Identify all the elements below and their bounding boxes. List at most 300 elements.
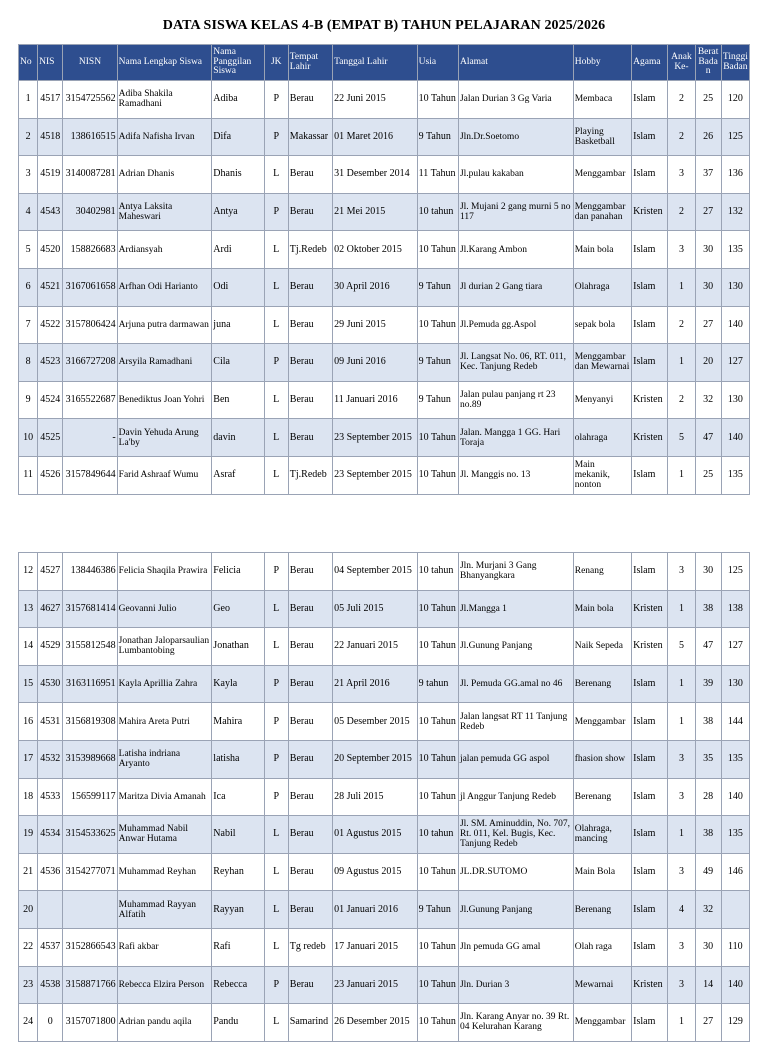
cell-jk: L: [264, 306, 288, 344]
cell-anak-ke: 3: [668, 553, 695, 591]
cell-tanggal-lahir: 28 Juli 2015: [333, 778, 418, 816]
cell-alamat: Jl.pulau kakaban: [458, 156, 573, 194]
cell-nama-lengkap: Adifa Nafisha Irvan: [117, 118, 212, 156]
cell-agama: Islam: [632, 778, 668, 816]
cell-no: 3: [19, 156, 38, 194]
cell-tinggi-badan: 138: [721, 590, 749, 628]
cell-berat-badan: 30: [695, 231, 721, 269]
cell-usia: 10 Tahun: [417, 590, 458, 628]
cell-agama: Islam: [632, 891, 668, 929]
cell-nisn: 3140087281: [63, 156, 117, 194]
cell-tempat-lahir: Berau: [288, 156, 332, 194]
cell-tanggal-lahir: 23 September 2015: [333, 419, 418, 457]
cell-nisn: 3152866543: [63, 928, 117, 966]
cell-hobby: Main mekanik, nonton: [573, 456, 631, 494]
cell-tanggal-lahir: 01 Agustus 2015: [333, 816, 418, 854]
cell-usia: 10 tahun: [417, 553, 458, 591]
cell-nis: 4524: [38, 381, 63, 419]
cell-tempat-lahir: Berau: [288, 306, 332, 344]
cell-tempat-lahir: Berau: [288, 193, 332, 231]
cell-berat-badan: 28: [695, 778, 721, 816]
cell-berat-badan: 26: [695, 118, 721, 156]
cell-hobby: Playing Basketball: [573, 118, 631, 156]
cell-nama-lengkap: Maritza Divia Amanah: [117, 778, 212, 816]
cell-nisn: 158826683: [63, 231, 117, 269]
cell-tanggal-lahir: 21 Mei 2015: [333, 193, 418, 231]
cell-tinggi-badan: 120: [721, 81, 749, 119]
cell-alamat: Jln pemuda GG amal: [458, 928, 573, 966]
cell-anak-ke: 3: [668, 740, 695, 778]
cell-no: 16: [19, 703, 38, 741]
cell-hobby: Olah raga: [573, 928, 631, 966]
cell-agama: Kristen: [632, 966, 668, 1004]
cell-tinggi-badan: [721, 891, 749, 929]
cell-nama-lengkap: Davin Yehuda Arung La'by: [117, 419, 212, 457]
cell-agama: Islam: [632, 344, 668, 382]
header-agama: Agama: [632, 45, 668, 81]
cell-anak-ke: 3: [668, 966, 695, 1004]
cell-alamat: Jln. Karang Anyar no. 39 Rt. 04 Kelurahan Karang: [458, 1004, 573, 1042]
cell-nama-panggilan: Odi: [212, 268, 264, 306]
cell-tempat-lahir: Berau: [288, 966, 332, 1004]
cell-nama-panggilan: Cila: [212, 344, 264, 382]
table-row: [19, 816, 750, 854]
cell-tanggal-lahir: 11 Januari 2016: [333, 381, 418, 419]
cell-agama: Kristen: [632, 193, 668, 231]
cell-berat-badan: 32: [695, 381, 721, 419]
cell-alamat: Jl.Mangga 1: [458, 590, 573, 628]
cell-nama-lengkap: Felicia Shaqila Prawira: [117, 553, 212, 591]
cell-nis: 4627: [38, 590, 63, 628]
header-berat-badan: Berat Badan: [695, 45, 721, 81]
cell-hobby: Menggambar: [573, 1004, 631, 1042]
cell-nis: 4531: [38, 703, 63, 741]
cell-tanggal-lahir: 09 Agustus 2015: [333, 853, 418, 891]
cell-nama-lengkap: Adiba Shakila Ramadhani: [117, 81, 212, 119]
cell-nis: 4533: [38, 778, 63, 816]
cell-no: 12: [19, 553, 38, 591]
cell-berat-badan: 39: [695, 665, 721, 703]
cell-nisn: 138616515: [63, 118, 117, 156]
cell-nisn: 3167061658: [63, 268, 117, 306]
cell-nis: 4522: [38, 306, 63, 344]
cell-tanggal-lahir: 29 Juni 2015: [333, 306, 418, 344]
cell-tinggi-badan: 140: [721, 419, 749, 457]
cell-berat-badan: 38: [695, 703, 721, 741]
cell-tanggal-lahir: 02 Oktober 2015: [333, 231, 418, 269]
cell-jk: P: [264, 665, 288, 703]
header-no: No: [19, 45, 38, 81]
cell-tanggal-lahir: 22 Juni 2015: [333, 81, 418, 119]
cell-no: 23: [19, 966, 38, 1004]
cell-tanggal-lahir: 23 September 2015: [333, 456, 418, 494]
cell-alamat: Jl.Gunung Panjang: [458, 628, 573, 666]
header-nis: NIS: [38, 45, 63, 81]
cell-hobby: Menyanyi: [573, 381, 631, 419]
cell-tinggi-badan: 125: [721, 553, 749, 591]
cell-usia: 10 Tahun: [417, 966, 458, 1004]
cell-hobby: Berenang: [573, 891, 631, 929]
cell-hobby: Olahraga, mancing: [573, 816, 631, 854]
cell-usia: 10 Tahun: [417, 853, 458, 891]
cell-nisn: 3157849644: [63, 456, 117, 494]
cell-no: 1: [19, 81, 38, 119]
cell-nisn: 3154533625: [63, 816, 117, 854]
cell-alamat: Jalan. Mangga 1 GG. Hari Toraja: [458, 419, 573, 457]
table-row: [19, 665, 750, 703]
cell-agama: Islam: [632, 665, 668, 703]
cell-nisn: 3158871766: [63, 966, 117, 1004]
cell-nis: 4527: [38, 553, 63, 591]
cell-nisn: 3153989668: [63, 740, 117, 778]
cell-tempat-lahir: Berau: [288, 665, 332, 703]
cell-tinggi-badan: 135: [721, 816, 749, 854]
cell-usia: 11 Tahun: [417, 156, 458, 194]
student-table-part-1: [18, 44, 750, 495]
cell-nama-lengkap: Arjuna putra darmawan: [117, 306, 212, 344]
cell-nama-lengkap: Benediktus Joan Yohri: [117, 381, 212, 419]
cell-no: 18: [19, 778, 38, 816]
cell-hobby: olahraga: [573, 419, 631, 457]
cell-nama-panggilan: Rafi: [212, 928, 264, 966]
table-header-row: [19, 45, 750, 81]
table-row: [19, 628, 750, 666]
cell-no: 9: [19, 381, 38, 419]
cell-tinggi-badan: 140: [721, 966, 749, 1004]
cell-tempat-lahir: Tj.Redeb: [288, 231, 332, 269]
cell-agama: Islam: [632, 118, 668, 156]
cell-nama-panggilan: Ardi: [212, 231, 264, 269]
cell-nama-panggilan: Rebecca: [212, 966, 264, 1004]
cell-alamat: Jln.Dr.Soetomo: [458, 118, 573, 156]
cell-jk: L: [264, 853, 288, 891]
cell-hobby: Menggambar: [573, 156, 631, 194]
table-row: [19, 1004, 750, 1042]
cell-tempat-lahir: Berau: [288, 553, 332, 591]
cell-alamat: Jl.Gunung Panjang: [458, 891, 573, 929]
cell-nama-panggilan: Reyhan: [212, 853, 264, 891]
cell-agama: Islam: [632, 306, 668, 344]
header-nama-panggilan: Nama Panggilan Siswa: [212, 45, 264, 81]
cell-tanggal-lahir: 01 Januari 2016: [333, 891, 418, 929]
table-row: [19, 193, 750, 231]
cell-tinggi-badan: 127: [721, 344, 749, 382]
cell-hobby: Olahraga: [573, 268, 631, 306]
cell-nama-lengkap: Adrian pandu aqila: [117, 1004, 212, 1042]
cell-anak-ke: 1: [668, 590, 695, 628]
cell-jk: L: [264, 381, 288, 419]
header-tinggi-badan: Tinggi Badan: [721, 45, 749, 81]
cell-nisn: 3157071800: [63, 1004, 117, 1042]
cell-nis: 4537: [38, 928, 63, 966]
cell-tanggal-lahir: 31 Desember 2014: [333, 156, 418, 194]
cell-tempat-lahir: Berau: [288, 853, 332, 891]
cell-agama: Islam: [632, 81, 668, 119]
cell-tanggal-lahir: 05 Desember 2015: [333, 703, 418, 741]
cell-anak-ke: 3: [668, 231, 695, 269]
cell-tanggal-lahir: 30 April 2016: [333, 268, 418, 306]
cell-tempat-lahir: Berau: [288, 344, 332, 382]
cell-nis: 4521: [38, 268, 63, 306]
cell-nama-panggilan: Rayyan: [212, 891, 264, 929]
cell-nama-lengkap: Arfhan Odi Harianto: [117, 268, 212, 306]
cell-nisn: 3157806424: [63, 306, 117, 344]
cell-nama-panggilan: Felicia: [212, 553, 264, 591]
cell-alamat: Jl. Manggis no. 13: [458, 456, 573, 494]
cell-nisn: 3157681414: [63, 590, 117, 628]
cell-nisn: 156599117: [63, 778, 117, 816]
cell-alamat: Jln. Durian 3: [458, 966, 573, 1004]
cell-jk: L: [264, 1004, 288, 1042]
cell-jk: P: [264, 81, 288, 119]
cell-hobby: Berenang: [573, 778, 631, 816]
cell-agama: Kristen: [632, 628, 668, 666]
cell-nis: 4538: [38, 966, 63, 1004]
header-nisn: NISN: [63, 45, 117, 81]
cell-nisn: 3163116951: [63, 665, 117, 703]
cell-tanggal-lahir: 09 Juni 2016: [333, 344, 418, 382]
table-row: [19, 268, 750, 306]
cell-no: 24: [19, 1004, 38, 1042]
cell-jk: P: [264, 118, 288, 156]
cell-anak-ke: 1: [668, 703, 695, 741]
cell-alamat: jl Anggur Tanjung Redeb: [458, 778, 573, 816]
cell-berat-badan: 47: [695, 419, 721, 457]
cell-no: 8: [19, 344, 38, 382]
cell-nama-panggilan: latisha: [212, 740, 264, 778]
cell-agama: Islam: [632, 456, 668, 494]
cell-nisn: 3154725562: [63, 81, 117, 119]
cell-nama-panggilan: Adiba: [212, 81, 264, 119]
table-row: [19, 853, 750, 891]
cell-alamat: Jln. Murjani 3 Gang Bhanyangkara: [458, 553, 573, 591]
cell-alamat: Jl. Langsat No. 06, RT. 011, Kec. Tanjung Redeb: [458, 344, 573, 382]
cell-jk: P: [264, 344, 288, 382]
cell-berat-badan: 25: [695, 456, 721, 494]
cell-no: 2: [19, 118, 38, 156]
table-row: [19, 118, 750, 156]
cell-nama-lengkap: Antya Laksita Maheswari: [117, 193, 212, 231]
cell-agama: Islam: [632, 1004, 668, 1042]
cell-agama: Islam: [632, 816, 668, 854]
cell-nisn: 3165522687: [63, 381, 117, 419]
cell-agama: Kristen: [632, 419, 668, 457]
cell-usia: 10 Tahun: [417, 740, 458, 778]
cell-usia: 9 Tahun: [417, 891, 458, 929]
cell-tinggi-badan: 130: [721, 665, 749, 703]
cell-jk: P: [264, 553, 288, 591]
cell-alamat: Jalan pulau panjang rt 23 no.89: [458, 381, 573, 419]
cell-jk: P: [264, 778, 288, 816]
cell-alamat: Jalan langsat RT 11 Tanjung Redeb: [458, 703, 573, 741]
cell-usia: 10 Tahun: [417, 456, 458, 494]
cell-tempat-lahir: Berau: [288, 381, 332, 419]
cell-usia: 10 Tahun: [417, 1004, 458, 1042]
cell-nisn: 30402981: [63, 193, 117, 231]
cell-tanggal-lahir: 01 Maret 2016: [333, 118, 418, 156]
cell-anak-ke: 1: [668, 1004, 695, 1042]
cell-tanggal-lahir: 20 September 2015: [333, 740, 418, 778]
cell-nama-panggilan: Mahira: [212, 703, 264, 741]
cell-tempat-lahir: Berau: [288, 81, 332, 119]
header-hobby: Hobby: [573, 45, 631, 81]
cell-tempat-lahir: Berau: [288, 628, 332, 666]
cell-no: 4: [19, 193, 38, 231]
cell-berat-badan: 25: [695, 81, 721, 119]
cell-nisn: 138446386: [63, 553, 117, 591]
cell-nama-lengkap: Jonathan Jaloparsaulian Lumbantobing: [117, 628, 212, 666]
cell-berat-badan: 30: [695, 553, 721, 591]
cell-tinggi-badan: 136: [721, 156, 749, 194]
cell-usia: 10 Tahun: [417, 628, 458, 666]
table-row: [19, 306, 750, 344]
cell-nama-lengkap: Adrian Dhanis: [117, 156, 212, 194]
cell-nama-panggilan: Difa: [212, 118, 264, 156]
header-tempat-lahir: Tempat Lahir: [288, 45, 332, 81]
cell-jk: L: [264, 156, 288, 194]
table-row: [19, 590, 750, 628]
cell-agama: Islam: [632, 928, 668, 966]
cell-jk: L: [264, 419, 288, 457]
cell-usia: 9 Tahun: [417, 381, 458, 419]
cell-tanggal-lahir: 26 Desember 2015: [333, 1004, 418, 1042]
cell-no: 19: [19, 816, 38, 854]
header-tanggal-lahir: Tanggal Lahir: [333, 45, 418, 81]
cell-nama-panggilan: Asraf: [212, 456, 264, 494]
cell-nis: 4523: [38, 344, 63, 382]
cell-nama-lengkap: Rebecca Elzira Person: [117, 966, 212, 1004]
cell-anak-ke: 3: [668, 928, 695, 966]
cell-no: 22: [19, 928, 38, 966]
cell-jk: L: [264, 928, 288, 966]
cell-anak-ke: 5: [668, 419, 695, 457]
cell-berat-badan: 27: [695, 193, 721, 231]
header-alamat: Alamat: [458, 45, 573, 81]
cell-tinggi-badan: 140: [721, 778, 749, 816]
cell-jk: L: [264, 891, 288, 929]
cell-hobby: fhasion show: [573, 740, 631, 778]
cell-nisn: [63, 891, 117, 929]
cell-berat-badan: 47: [695, 628, 721, 666]
cell-jk: P: [264, 966, 288, 1004]
cell-nisn: 3166727208: [63, 344, 117, 382]
cell-tinggi-badan: 135: [721, 231, 749, 269]
cell-nama-panggilan: Kayla: [212, 665, 264, 703]
cell-tinggi-badan: 140: [721, 306, 749, 344]
cell-anak-ke: 5: [668, 628, 695, 666]
cell-tinggi-badan: 130: [721, 268, 749, 306]
cell-nama-lengkap: Geovanni Julio: [117, 590, 212, 628]
cell-jk: P: [264, 193, 288, 231]
cell-nis: 4536: [38, 853, 63, 891]
cell-no: 13: [19, 590, 38, 628]
cell-tanggal-lahir: 05 Juli 2015: [333, 590, 418, 628]
cell-tanggal-lahir: 17 Januari 2015: [333, 928, 418, 966]
cell-agama: Islam: [632, 231, 668, 269]
cell-agama: Kristen: [632, 590, 668, 628]
cell-hobby: sepak bola: [573, 306, 631, 344]
cell-agama: Islam: [632, 156, 668, 194]
header-usia: Usia: [417, 45, 458, 81]
cell-nis: 4520: [38, 231, 63, 269]
cell-nama-panggilan: Ben: [212, 381, 264, 419]
cell-jk: L: [264, 590, 288, 628]
cell-tanggal-lahir: 21 April 2016: [333, 665, 418, 703]
table-row: [19, 928, 750, 966]
cell-tinggi-badan: 125: [721, 118, 749, 156]
cell-nama-lengkap: Arsyila Ramadhani: [117, 344, 212, 382]
cell-tinggi-badan: 110: [721, 928, 749, 966]
cell-alamat: Jl. SM. Aminuddin, No. 707, Rt. 011, Kel. Bugis, Kec. Tanjung Redeb: [458, 816, 573, 854]
cell-berat-badan: 32: [695, 891, 721, 929]
cell-nis: 4530: [38, 665, 63, 703]
table-row: [19, 740, 750, 778]
cell-agama: Islam: [632, 740, 668, 778]
cell-nisn: 3156819308: [63, 703, 117, 741]
cell-anak-ke: 1: [668, 665, 695, 703]
header-jk: JK: [264, 45, 288, 81]
cell-usia: 10 Tahun: [417, 778, 458, 816]
cell-no: 11: [19, 456, 38, 494]
cell-hobby: Menggambar dan panahan: [573, 193, 631, 231]
cell-nis: 0: [38, 1004, 63, 1042]
cell-hobby: Main bola: [573, 231, 631, 269]
cell-nis: [38, 891, 63, 929]
cell-nis: 4526: [38, 456, 63, 494]
cell-agama: Islam: [632, 853, 668, 891]
cell-usia: 10 Tahun: [417, 81, 458, 119]
cell-alamat: jalan pemuda GG aspol: [458, 740, 573, 778]
cell-berat-badan: 20: [695, 344, 721, 382]
cell-berat-badan: 27: [695, 306, 721, 344]
cell-nama-lengkap: Kayla Aprillia Zahra: [117, 665, 212, 703]
cell-hobby: Naik Sepeda: [573, 628, 631, 666]
cell-jk: L: [264, 231, 288, 269]
cell-tempat-lahir: Berau: [288, 778, 332, 816]
cell-no: 14: [19, 628, 38, 666]
cell-berat-badan: 14: [695, 966, 721, 1004]
cell-usia: 9 Tahun: [417, 118, 458, 156]
cell-anak-ke: 3: [668, 778, 695, 816]
table-row: [19, 344, 750, 382]
cell-no: 17: [19, 740, 38, 778]
cell-no: 20: [19, 891, 38, 929]
cell-usia: 10 Tahun: [417, 703, 458, 741]
table-row: [19, 553, 750, 591]
cell-tempat-lahir: Samarind: [288, 1004, 332, 1042]
cell-usia: 10 Tahun: [417, 306, 458, 344]
cell-agama: Islam: [632, 268, 668, 306]
cell-nama-lengkap: Ardiansyah: [117, 231, 212, 269]
cell-berat-badan: 27: [695, 1004, 721, 1042]
cell-nama-panggilan: juna: [212, 306, 264, 344]
cell-hobby: Membaca: [573, 81, 631, 119]
cell-anak-ke: 2: [668, 81, 695, 119]
cell-tinggi-badan: 144: [721, 703, 749, 741]
cell-usia: 10 tahun: [417, 193, 458, 231]
cell-nis: 4518: [38, 118, 63, 156]
cell-jk: L: [264, 456, 288, 494]
table-row: [19, 381, 750, 419]
cell-alamat: Jl. Pemuda GG.amal no 46: [458, 665, 573, 703]
cell-no: 5: [19, 231, 38, 269]
cell-tempat-lahir: Berau: [288, 891, 332, 929]
cell-berat-badan: 38: [695, 590, 721, 628]
cell-usia: 9 Tahun: [417, 268, 458, 306]
cell-anak-ke: 1: [668, 344, 695, 382]
cell-jk: P: [264, 740, 288, 778]
table-row: [19, 231, 750, 269]
